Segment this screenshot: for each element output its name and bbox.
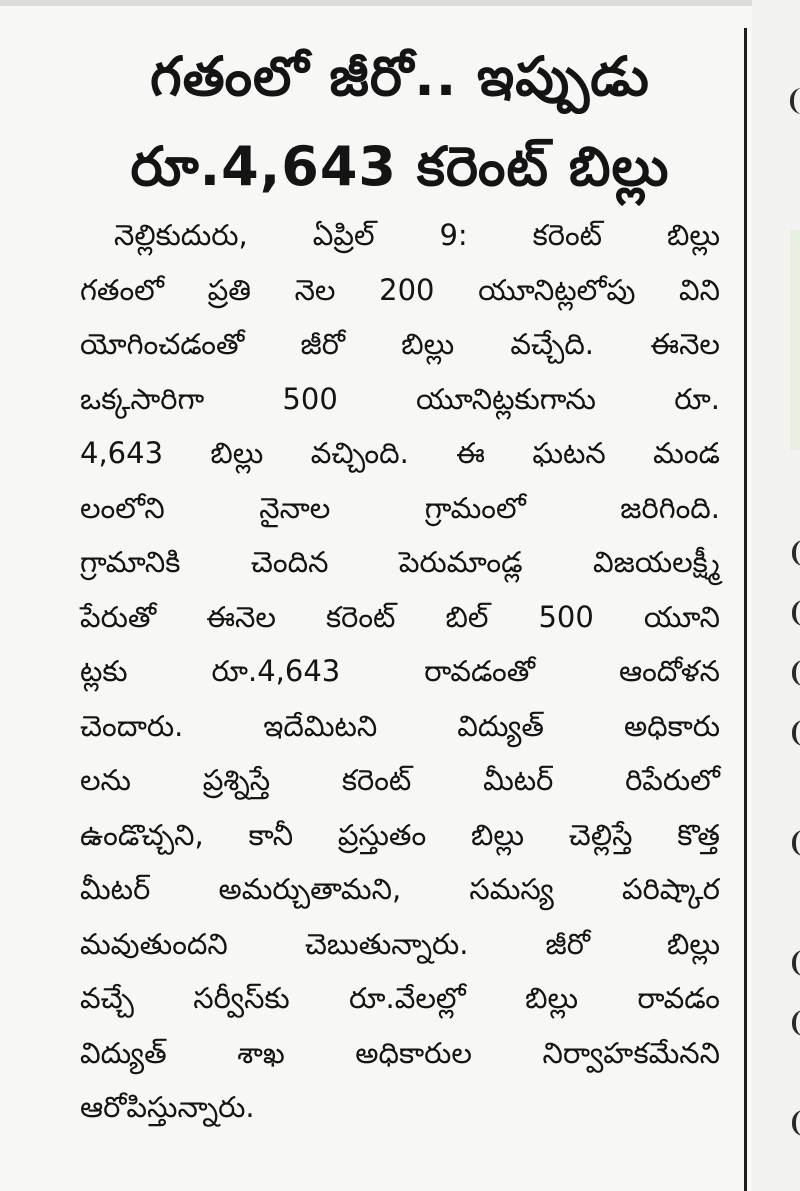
body-line: విద్యుత్ శాఖ అధికారుల నిర్వాహకమేనని <box>80 1035 720 1070</box>
adjacent-column-box <box>790 230 800 450</box>
cut-off-glyph <box>792 830 800 856</box>
body-line: చెందారు. ఇదేమిటని విద్యుత్ అధికారు <box>80 708 720 743</box>
body-line: ట్లకు రూ.4,643 రావడంతో ఆందోళన <box>80 654 720 688</box>
body-line: ఒక్కసారిగా 500 యూనిట్లకుగాను రూ. <box>80 381 720 416</box>
body-line: ఆరోపిస్తున్నారు. <box>80 1090 255 1124</box>
cut-off-glyph <box>792 950 800 976</box>
article-body <box>80 208 720 1135</box>
cut-off-glyph <box>792 540 800 566</box>
cut-off-glyph <box>792 660 800 686</box>
body-line: నెల్లికుదురు, ఏప్రిల్ 9: కరెంట్ బిల్లు <box>114 218 720 252</box>
body-line: పేరుతో ఈనెల కరెంట్ బిల్ 500 యూని <box>80 599 720 634</box>
body-line: లను ప్రశ్నిస్తే కరెంట్ మీటర్ రిపేరులో <box>80 763 720 797</box>
body-line: వచ్చే సర్వీస్‌కు రూ.వేలల్లో బిల్లు రావడం <box>80 981 720 1015</box>
body-line: ఉండొచ్చని, కానీ ప్రస్తుతం బిల్లు చెల్లిస్తే కొత్త <box>80 817 720 852</box>
cut-off-glyph <box>792 600 800 626</box>
headline <box>80 34 720 208</box>
headline-line-1: గతంలో జీరో.. ఇప్పుడు <box>150 45 650 108</box>
cut-off-glyph <box>790 88 800 114</box>
article <box>80 30 720 1135</box>
body-line: గ్రామానికి చెందిన పెరుమాండ్ల విజయలక్ష్మీ <box>80 545 720 579</box>
body-line: మీటర్ అమర్చుతామని, సమస్య పరిష్కార <box>80 872 720 906</box>
top-rule <box>0 0 800 6</box>
column-divider <box>744 28 747 1191</box>
body-line: యోగించడంతో జీరో బిల్లు వచ్చేది. ఈనెల <box>80 327 720 361</box>
body-line: మవుతుందని చెబుతున్నారు. జీరో బిల్లు <box>80 926 720 961</box>
cut-off-glyph <box>792 720 800 746</box>
body-line: గతంలో ప్రతి నెల 200 యూనిట్లలోపు విని <box>80 272 720 307</box>
body-line: లంలోని నైనాల గ్రామంలో జరిగింది. <box>80 490 720 525</box>
cut-off-glyph <box>792 1110 800 1136</box>
body-line: 4,643 బిల్లు వచ్చింది. ఈ ఘటన మండ <box>80 436 720 470</box>
cut-off-glyph <box>792 1010 800 1036</box>
adjacent-column-edge <box>752 0 800 1191</box>
headline-line-2: రూ.4,643 కరెంట్ బిల్లు <box>130 135 670 198</box>
